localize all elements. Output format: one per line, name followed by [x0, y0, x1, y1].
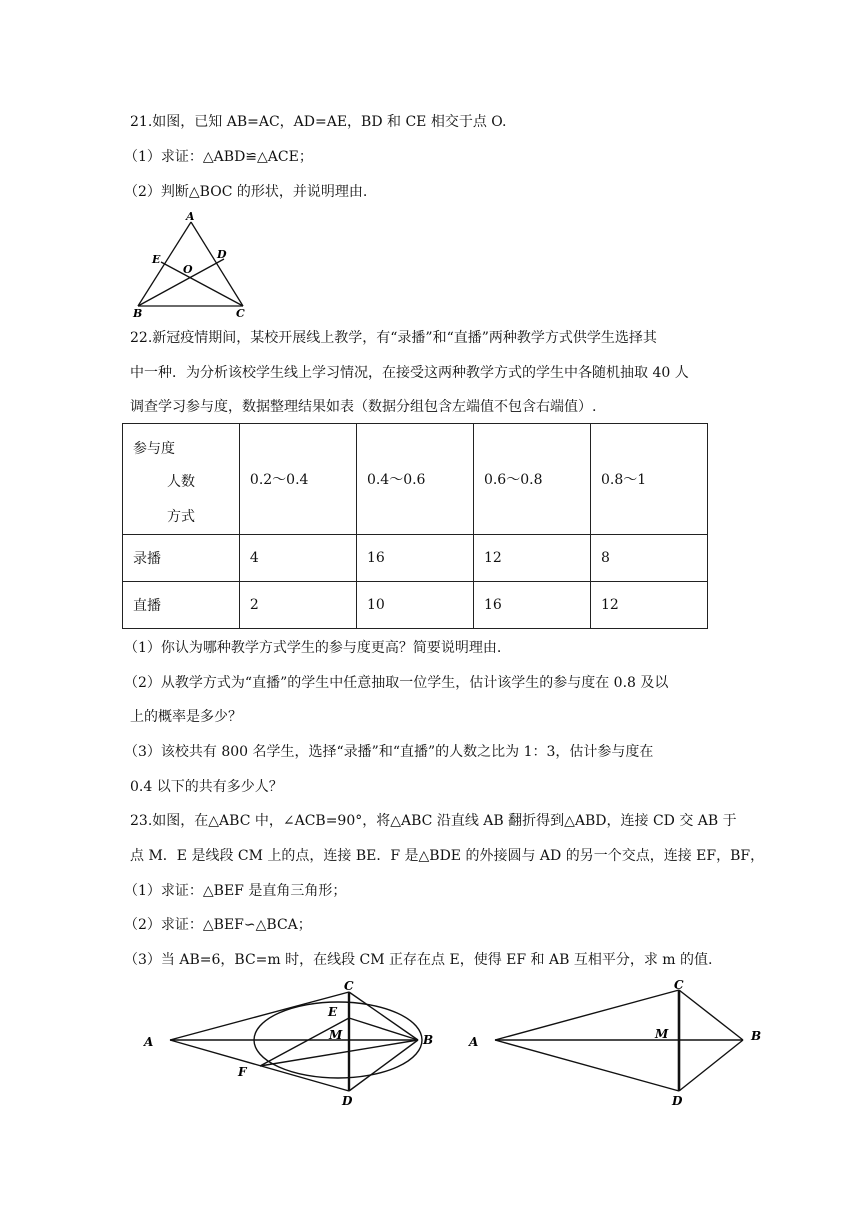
fig1-label-m: M [329, 1028, 343, 1042]
corner-label-participation: 参与度 [133, 441, 175, 457]
q22-part1: （1）你认为哪种教学方式学生的参与度更高？简要说明理由. [124, 640, 502, 656]
segment-be [349, 1018, 418, 1040]
fig2-label-a: A [469, 1035, 479, 1049]
segment-ce [161, 262, 243, 306]
table-cell: 8 [590, 535, 707, 582]
table-header-col2: 0.4～0.6 [356, 424, 473, 535]
corner-label-count: 人数 [167, 474, 195, 490]
q23-figure-kite [465, 978, 775, 1106]
q22-part2-line1: （2）从教学方式为“直播”的学生中任意抽取一位学生，估计该学生的参与度在 0.8 及以 [124, 675, 669, 691]
table-corner-cell [123, 424, 240, 535]
table-cell: 12 [473, 535, 590, 582]
fig2-label-b: B [751, 1029, 762, 1043]
fig1-label-b: B [423, 1033, 434, 1047]
q21-part1: （1）求证：△ABD≌△ACE； [124, 149, 313, 165]
fig2-label-m: M [655, 1027, 669, 1041]
side-ac [191, 222, 243, 306]
table-cell: 4 [239, 535, 356, 582]
q22-stem-line2: 中一种．为分析该校学生线上学习情况，在接受这两种教学方式的学生中各随机抽取 40 人 [130, 365, 689, 381]
fig1-label-e: E [328, 1005, 338, 1019]
q23-stem-line1: 23.如图，在△ABC 中，∠ACB=90°，将△ABC 沿直线 AB 翻折得到△ABD，连接 CD 交 AB 于 [130, 813, 737, 829]
q23-part1: （1）求证：△BEF 是直角三角形； [124, 883, 347, 899]
fig2-label-c: C [674, 978, 684, 992]
table-header-col4: 0.8～1 [590, 424, 707, 535]
fig1-label-d: D [342, 1094, 353, 1106]
table-row [123, 582, 708, 629]
label-b: B [133, 307, 143, 320]
fig2-label-d: D [672, 1094, 683, 1106]
fig1-label-c: C [344, 979, 354, 993]
q21-stem: 21.如图，已知 AB=AC，AD=AE，BD 和 CE 相交于点 O. [130, 114, 507, 130]
table-cell: 10 [356, 582, 473, 629]
segment-ad [495, 1040, 679, 1091]
q22-part3-line1: （3）该校共有 800 名学生，选择“录播”和“直播”的人数之比为 1：3，估计参与度在 [124, 744, 654, 760]
table-cell: 16 [473, 582, 590, 629]
segment-bd [349, 1040, 418, 1091]
q21-part2: （2）判断△BOC 的形状，并说明理由. [124, 184, 368, 200]
row-label-live: 直播 [123, 582, 240, 629]
table-cell: 16 [356, 535, 473, 582]
segment-bc [679, 990, 743, 1040]
q23-part2: （2）求证：△BEF∽△BCA； [124, 917, 312, 933]
fig1-label-a: A [144, 1035, 154, 1049]
table-cell: 2 [239, 582, 356, 629]
participation-table [122, 423, 708, 629]
segment-ac [495, 990, 679, 1040]
fig1-label-f: F [238, 1065, 247, 1079]
corner-label-mode: 方式 [167, 509, 195, 525]
segment-ad [170, 1040, 349, 1091]
q21-triangle-figure [128, 210, 258, 320]
q22-stem-line1: 22.新冠疫情期间，某校开展线上教学，有“录播”和“直播”两种教学方式供学生选择其 [130, 330, 657, 346]
q22-stem-line3: 调查学习参与度，数据整理结果如表（数据分组包含左端值不包含右端值）. [130, 399, 597, 415]
table-header-col3: 0.6～0.8 [473, 424, 590, 535]
row-label-recorded: 录播 [123, 535, 240, 582]
table-row [123, 535, 708, 582]
q22-part2-line2: 上的概率是多少？ [130, 709, 242, 725]
table-header-row [123, 424, 708, 535]
segment-bd [679, 1040, 743, 1091]
q23-figure-with-circle [140, 978, 450, 1106]
label-a: A [186, 210, 195, 223]
label-e: E [152, 253, 161, 266]
segment-bc [349, 992, 418, 1040]
label-o: O [183, 263, 193, 276]
table-cell: 12 [590, 582, 707, 629]
q22-part3-line2: 0.4 以下的共有多少人？ [130, 779, 283, 795]
label-c: C [236, 307, 245, 320]
label-d: D [217, 248, 227, 261]
q23-part3: （3）当 AB=6，BC=m 时，在线段 CM 正存在点 E，使得 EF 和 AB 互相平分，求 m 的值. [124, 952, 713, 968]
q23-stem-line2: 点 M．E 是线段 CM 上的点，连接 BE．F 是△BDE 的外接圆与 AD 的另一个交点，连接 EF，BF， [130, 848, 765, 864]
segment-bd [138, 259, 224, 306]
table-header-col1: 0.2～0.4 [239, 424, 356, 535]
